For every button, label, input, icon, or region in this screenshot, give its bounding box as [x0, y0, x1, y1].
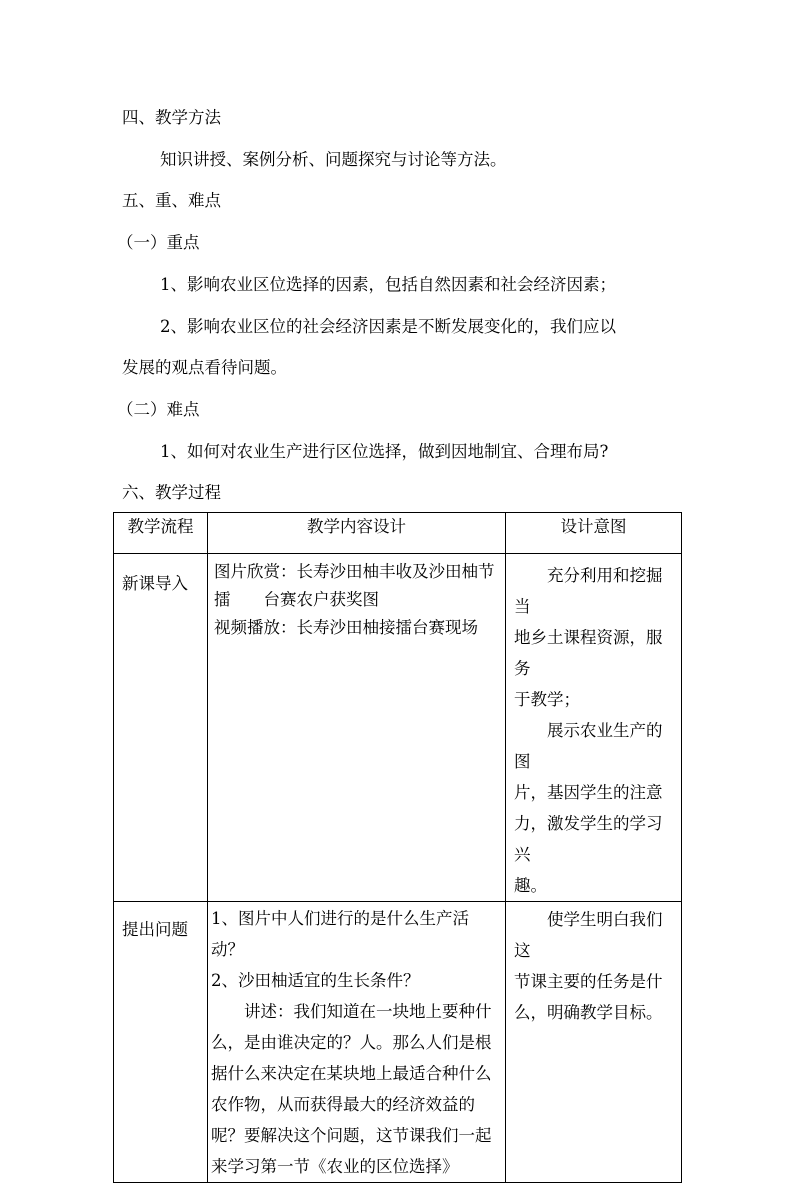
table-header-row [114, 513, 682, 554]
intent-line: 么，明确教学目标。 [514, 1003, 663, 1022]
section4-heading: 四、教学方法 [122, 108, 221, 127]
content-line: 农作物，从而获得最大的经济效益的 [211, 1095, 475, 1114]
intent-line: 地乡土课程资源，服务 [514, 628, 663, 678]
row-content [208, 554, 506, 902]
content-line: 图片欣赏：长寿沙田柚丰收及沙田柚节 [214, 562, 495, 581]
intent-line: 节课主要的任务是什 [514, 972, 663, 991]
intent-line: 充分利用和挖掘当 [514, 566, 663, 616]
row-stage: 新课导入 [114, 554, 208, 902]
intent-line: 展示农业生产的图 [514, 721, 663, 771]
section5-heading: 五、重、难点 [122, 191, 221, 210]
table-row [114, 554, 682, 902]
teaching-process-table [113, 512, 682, 1183]
key-points-heading: （一）重点 [117, 233, 200, 252]
content-line: 视频播放：长寿沙田柚接擂台赛现场 [214, 618, 478, 637]
key-point-2-line2: 发展的观点看待问题。 [122, 358, 287, 377]
header-intent: 设计意图 [506, 513, 682, 554]
table-row [114, 902, 682, 1183]
key-point-1: 1、影响农业区位选择的因素，包括自然因素和社会经济因素； [160, 275, 616, 294]
content-line: 么，是由谁决定的？人。那么人们是根 [211, 1033, 492, 1052]
content-line: 讲述：我们知道在一块地上要种什 [244, 1002, 492, 1021]
header-stage: 教学流程 [114, 513, 208, 554]
content-line: 来学习第一节《农业的区位选择》 [211, 1157, 459, 1176]
content-line: 1、图片中人们进行的是什么生产活动？ [211, 909, 469, 959]
content-line: 擂 台赛农户获奖图 [214, 590, 379, 609]
content-line: 呢？要解决这个问题，这节课我们一起 [211, 1126, 492, 1145]
intent-line: 片，基因学生的注意 [514, 783, 663, 802]
difficult-point-1: 1、如何对农业生产进行区位选择，做到因地制宜、合理布局? [160, 442, 609, 461]
row-intent [506, 554, 682, 902]
intent-line: 力，激发学生的学习兴 [514, 814, 663, 864]
row-intent [506, 902, 682, 1183]
row-stage: 提出问题 [114, 902, 208, 1183]
difficult-points-heading: （二）难点 [117, 400, 200, 419]
section4-text: 知识讲授、案例分析、问题探究与讨论等方法。 [160, 150, 507, 169]
row-content [208, 902, 506, 1183]
intent-line: 趣。 [514, 876, 547, 895]
header-content: 教学内容设计 [208, 513, 506, 554]
content-line: 2、沙田柚适宜的生长条件？ [211, 971, 420, 990]
key-point-2-line1: 2、影响农业区位的社会经济因素是不断发展变化的，我们应以 [160, 317, 616, 336]
content-line: 据什么来决定在某块地上最适合种什么 [211, 1064, 492, 1083]
intent-line: 使学生明白我们这 [514, 910, 663, 960]
intent-line: 于教学； [514, 690, 580, 709]
section6-heading: 六、教学过程 [122, 483, 221, 502]
